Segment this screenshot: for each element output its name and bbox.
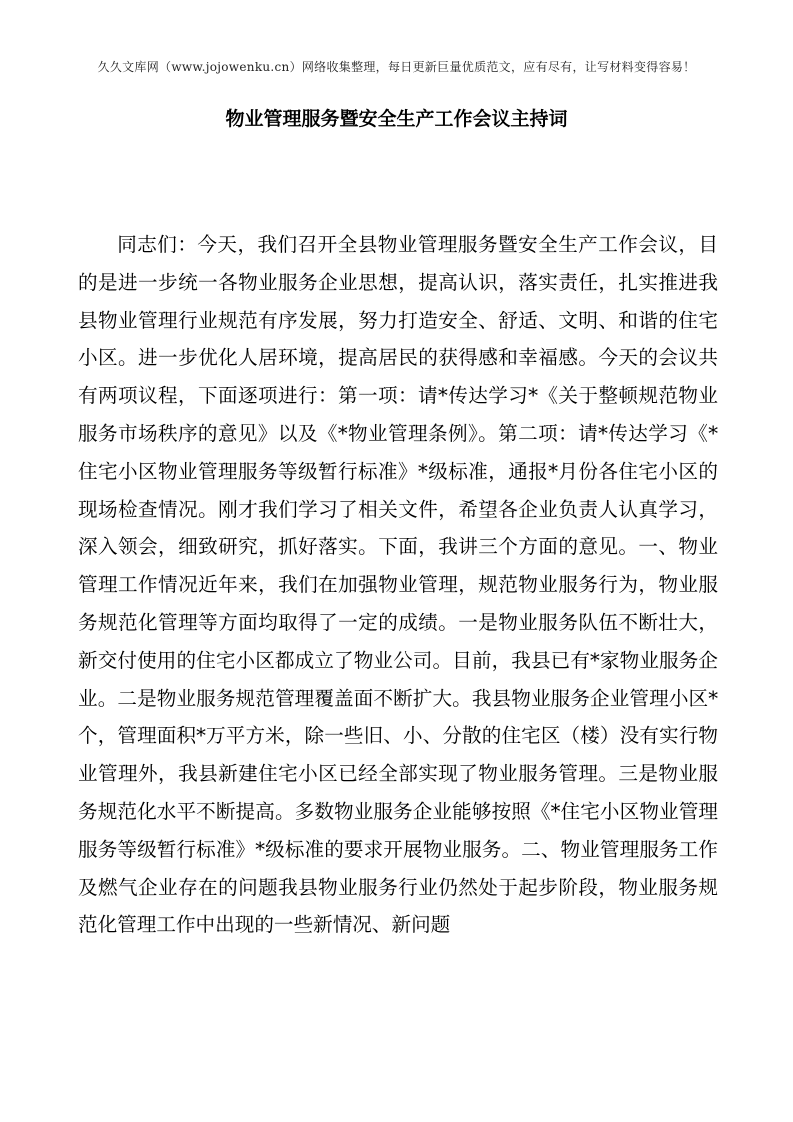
document-title: 物业管理服务暨安全生产工作会议主持词 [225, 108, 568, 130]
document-body-paragraph: 同志们：今天，我们召开全县物业管理服务暨安全生产工作会议，目的是进一步统一各物业服务企业思想，提高认识，落实责任，扎实推进我县物业管理行业规范有序发展，努力打造安全、舒适、文明、和谐的住宅小区。进一步优化人居环境，提高居民的获得感和幸福感。今天的会议共有两项议程，下面逐项进行：第一项：请*传达学习*《关于整顿规范物业服务市场秩序的意见》以及《*物业管理条例》。第二项：请*传达学习《*住宅小区物业管理服务等级暂行标准》*级标准，通报*月份各住宅小区的现场检查情况。刚才我们学习了相关文件，希望各企业负责人认真学习，深入领会，细致研究，抓好落实。下面，我讲三个方面的意见。一、物业管理工作情况近年来，我们在加强物业管理，规范物业服务行为，物业服务规范化管理等方面均取得了一定的成绩。一是物业服务队伍不断壮大，新交付使用的住宅小区都成立了物业公司。目前，我县已有*家物业服务企业。二是物业服务规范管理覆盖面不断扩大。我县物业服务企业管理小区*个，管理面积*万平方米，除一些旧、小、分散的住宅区（楼）没有实行物业管理外，我县新建住宅小区已经全部实现了物业服务管理。三是物业服务规范化水平不断提高。多数物业服务企业能够按照《*住宅小区物业管理服务等级暂行标准》*级标准的要求开展物业服务。二、物业管理服务工作及燃气企业存在的问题我县物业服务行业仍然处于起步阶段，物业服务规范化管理工作中出现的一些新情况、新问题 [78, 233, 718, 937]
source-header-note: 久久文库网（www.jojowenku.cn）网络收集整理，每日更新巨量优质范文，应有尽有，让写材料变得容易！ [97, 60, 696, 74]
